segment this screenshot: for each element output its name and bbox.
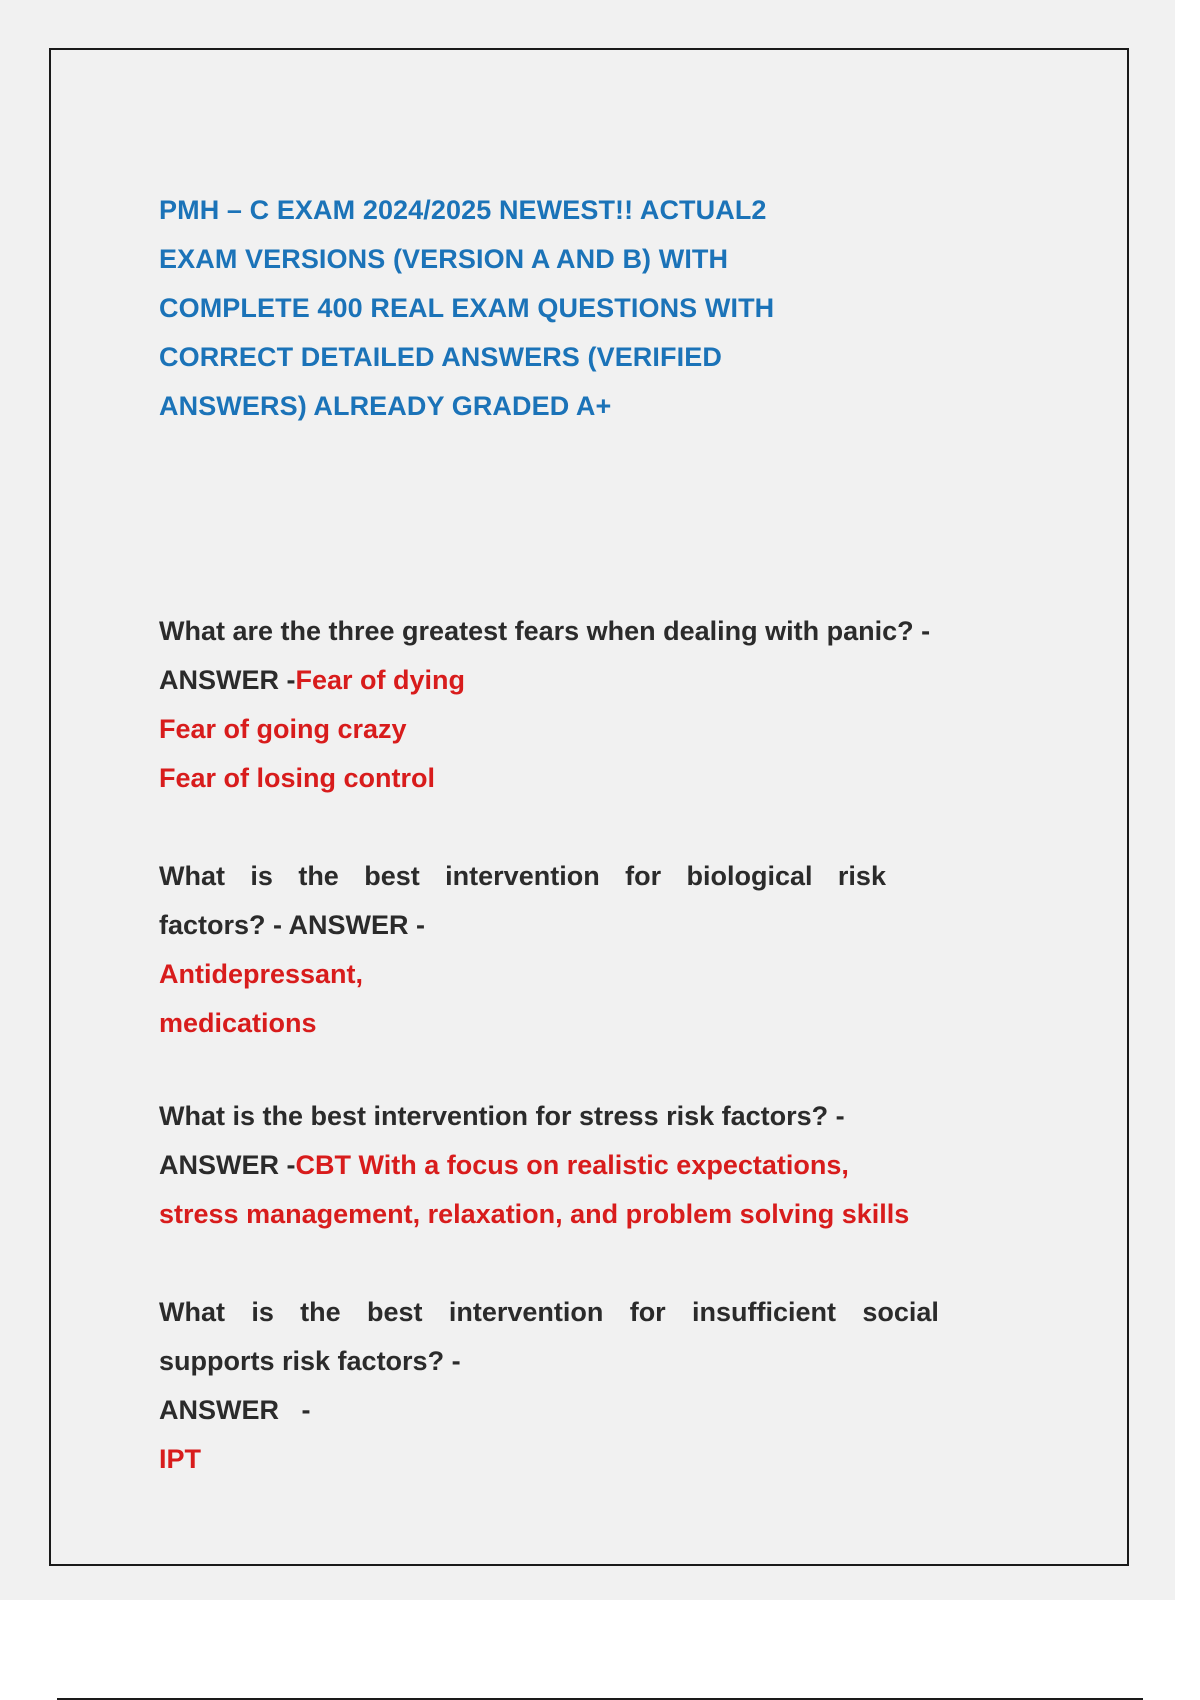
- question-word: best: [367, 1297, 423, 1327]
- spacer: [159, 1239, 1019, 1288]
- question-word: the: [298, 861, 339, 891]
- answer-prefix: ANSWER -: [159, 1150, 296, 1180]
- question-word: the: [300, 1297, 341, 1327]
- title-line: CORRECT DETAILED ANSWERS (VERIFIED: [159, 342, 722, 372]
- spacer: [159, 803, 1019, 852]
- question-text: factors? - ANSWER -: [159, 910, 426, 940]
- answer-prefix: ANSWER -: [159, 1395, 311, 1425]
- title-line: EXAM VERSIONS (VERSION A AND B) WITH: [159, 244, 729, 274]
- question-word: insufficient: [692, 1297, 837, 1327]
- qa-block-social-supports: [159, 1288, 1019, 1484]
- answer-line: [159, 656, 1019, 705]
- answer-text: Fear of dying: [295, 665, 466, 695]
- question-word: biological: [686, 861, 813, 891]
- answer-prefix: ANSWER -: [159, 665, 296, 695]
- question-text: What are the three greatest fears when dealing with panic? -: [159, 616, 931, 646]
- question-word: is: [250, 861, 273, 891]
- question-word: risk: [837, 861, 886, 891]
- answer-text: Antidepressant,: [159, 959, 364, 989]
- document-content: [159, 138, 1019, 1484]
- question-word: best: [364, 861, 420, 891]
- question-word: for: [625, 861, 662, 891]
- spacer: [159, 1048, 1019, 1092]
- question-text: What is the best intervention for stress risk factors? -: [159, 1101, 845, 1131]
- title-line: ANSWERS) ALREADY GRADED A+: [159, 391, 612, 421]
- answer-text: IPT: [159, 1444, 202, 1474]
- question-word: for: [629, 1297, 666, 1327]
- qa-block-panic-fears: [159, 607, 1019, 803]
- answer-text: Fear of losing control: [159, 763, 436, 793]
- question-word: is: [251, 1297, 274, 1327]
- question-text: supports risk factors? -: [159, 1346, 461, 1376]
- answer-text: CBT With a focus on realistic expectations,: [295, 1150, 849, 1180]
- question-text: [159, 1288, 939, 1337]
- qa-block-biological-risk: [159, 852, 1019, 1048]
- answer-text: Fear of going crazy: [159, 714, 407, 744]
- question-word: What: [159, 1297, 225, 1327]
- question-text: [159, 852, 886, 901]
- title-line: PMH – C EXAM 2024/2025 NEWEST!! ACTUAL2: [159, 195, 767, 225]
- question-word: What: [159, 861, 225, 891]
- title-line: COMPLETE 400 REAL EXAM QUESTIONS WITH: [159, 293, 775, 323]
- question-word: intervention: [445, 861, 600, 891]
- answer-text: stress management, relaxation, and problem solving skills: [159, 1199, 910, 1229]
- qa-block-stress-risk: [159, 1092, 1019, 1239]
- document-title: [159, 186, 1019, 431]
- question-word: intervention: [448, 1297, 604, 1327]
- answer-line: [159, 1141, 1019, 1190]
- answer-text: medications: [159, 1008, 317, 1038]
- question-word: social: [862, 1297, 939, 1327]
- document-frame: [49, 48, 1129, 1566]
